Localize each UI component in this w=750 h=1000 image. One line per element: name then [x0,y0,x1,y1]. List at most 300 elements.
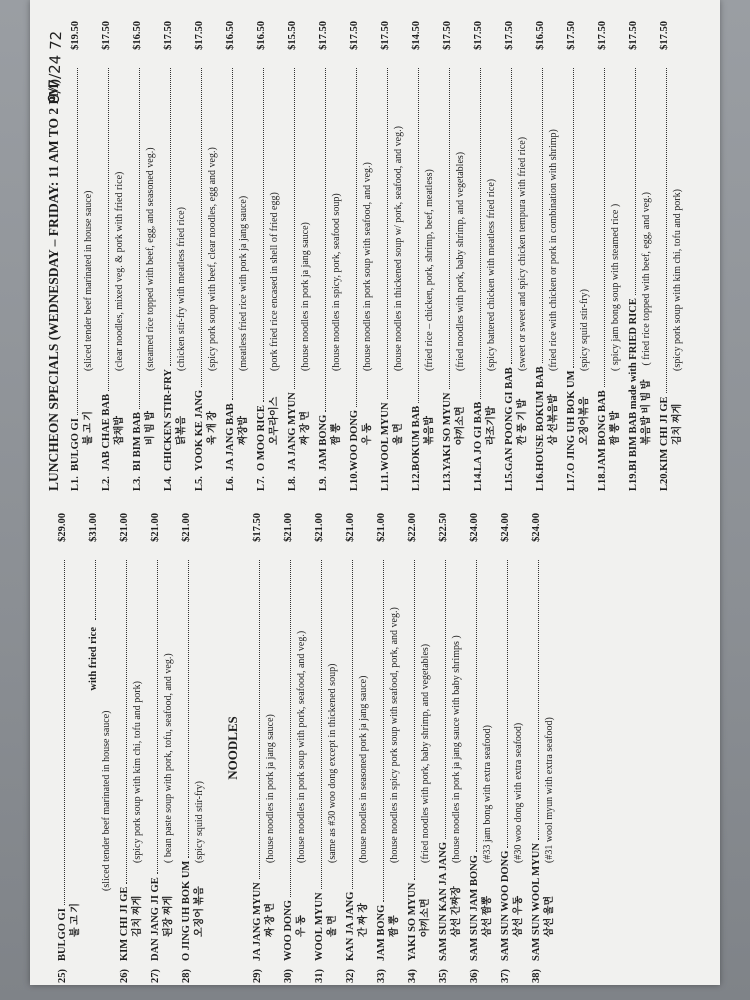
item-name: YOOK KE JANG [194,389,205,471]
item-name: JA JANG MYUN [252,882,263,961]
dot-leader [666,68,667,393]
item-price: $21.00 [314,513,325,542]
item-price: $16.50 [535,21,546,50]
item-number: L12. [411,470,422,491]
dot-leader [387,68,388,399]
noodles-list [251,513,561,983]
menu-item-line [348,21,362,491]
item-name: YAKI SO MYUN [407,882,418,961]
item-price: $17.50 [566,21,577,50]
right-column [42,21,711,491]
menu-item [534,21,560,491]
menu-item-line [255,21,269,491]
menu-item-detail [265,513,278,983]
item-number: L13. [442,470,453,491]
item-description: ( bean paste soup with pork, tofu, seafood, and veg.) [162,653,174,863]
item-number: 34) [407,969,418,983]
item-number: 29) [252,969,263,983]
item-korean-name: 울 면 [392,423,404,445]
menu-item-line [596,21,610,491]
menu-item-detail [194,513,207,983]
menu-item-detail [70,513,83,983]
item-number: 27) [150,969,161,983]
item-number: L18. [597,470,608,491]
item-price: $31.00 [88,513,99,542]
dot-leader [139,68,140,409]
menu-item [87,513,113,983]
menu-item-detail [114,21,127,491]
item-description: (#30 woo dong with extra seafood) [512,722,524,863]
item-description: (fried rice with chicken or pork in combination with shrimp) [547,129,559,371]
item-price: $24.00 [469,513,480,542]
menu-item-detail [83,21,96,491]
item-price: $17.50 [442,21,453,50]
menu-item [410,21,436,491]
menu-item-line [565,21,579,491]
dot-leader [263,68,264,402]
item-price: $21.00 [283,513,294,542]
dot-leader [511,68,512,364]
item-number: 31) [314,969,325,983]
item-korean-name: 야끼소면 [454,406,466,445]
noodles-heading: NOODLES [225,716,240,780]
item-name: JAM BONG BAB [597,390,608,471]
item-name: SAM SUN KAN JA JANG [438,841,449,961]
item-korean-name: 울 면 [326,915,338,937]
menu-item-line [131,21,145,491]
item-number: 26) [119,969,130,983]
menu-item-line [224,21,238,491]
dot-leader [383,560,384,902]
item-description: (house noodles in pork soup with seafood, and veg.) [361,162,373,371]
item-korean-name: 우 동 [295,915,307,937]
item-name: WOO DONG [283,900,294,961]
item-number: 38) [531,969,542,983]
menu-item-detail [132,513,145,983]
menu-item-line [180,513,194,983]
item-korean-name: 볶음밥 비 빔 밥 [640,379,652,445]
item-name: LA JO GI BAB [473,401,484,471]
item-korean-name: 짜 장 면 [299,411,311,445]
item-number: 36) [469,969,480,983]
item-number: L2. [101,476,112,491]
menu-item-detail [269,21,282,491]
menu-item [627,21,653,491]
item-number: L3. [132,476,143,491]
item-korean-name: 깐 풍 기 밥 [516,398,528,445]
menu-item [162,21,188,491]
item-price: $17.50 [659,21,670,50]
item-name: JAM BONG [376,904,387,961]
menu-item-detail [393,21,406,491]
item-description: (pork fried rice encased in shell of fried egg) [268,192,280,371]
menu-item [437,513,463,983]
entree-list [56,513,211,983]
menu-item-line [251,513,265,983]
menu-item [596,21,622,491]
menu-item-detail [207,21,220,491]
menu-item-line [344,513,358,983]
item-price: $24.00 [500,513,511,542]
menu-item-line [87,513,101,983]
item-korean-name: 짬 뽕 밥 [609,411,621,445]
item-name: JA JANG MYUN [287,392,298,471]
dot-leader [449,68,450,389]
item-price: $24.00 [531,513,542,542]
item-price: $17.50 [504,21,515,50]
item-description: (spicy pork soup with beef, clear noodles, egg and veg.) [206,147,218,371]
item-number: L1. [70,476,81,491]
dot-leader [573,68,574,368]
menu-item-detail [610,21,623,491]
menu-item-detail [296,513,309,983]
menu-item [251,513,277,983]
menu-item-detail [101,513,114,983]
item-name: O JING UH BOK UM [181,860,192,961]
item-description: (spicy battered chicken with meatless fried rice) [485,178,497,371]
menu-item-line [118,513,132,983]
item-number: L16. [535,470,546,491]
menu-item-line [162,21,176,491]
menu-item-detail [455,21,468,491]
item-number: 33) [376,969,387,983]
dot-leader [259,560,260,879]
menu-item-line [313,513,327,983]
item-name: KIM CHI JI GE [659,396,670,471]
item-description: (fried noodles with pork, baby shrimp, and vegetables) [419,643,431,863]
menu-item-detail [641,21,654,491]
menu-item-line [472,21,486,491]
item-description: (spicy squid stir-fry) [578,288,590,371]
menu-item [282,513,308,983]
menu-item [180,513,206,983]
dot-leader [325,68,326,412]
menu-item [118,513,144,983]
item-description: (spicy squid stir-fry) [193,780,205,863]
menu-item-detail [517,21,530,491]
item-number: 32) [345,969,356,983]
dot-leader [321,560,322,889]
item-number: 30) [283,969,294,983]
item-korean-name: 삼선 울면 [543,895,555,937]
item-description: ( spicy jam bong soup with steamed rice ) [609,203,621,371]
menu-item-detail [145,21,158,491]
item-description: (spicy pork soup with kim chi, tofu and pork) [671,189,683,371]
menu-item [499,513,525,983]
luncheon-list [69,21,689,491]
item-name: JAM BONG [318,414,329,471]
menu-item-line [406,513,420,983]
item-price: $21.00 [119,513,130,542]
menu-item-line [69,21,83,491]
item-description: (sweet or sweet and spicy chicken tempura with fried rice) [516,136,528,371]
item-description: (spicy pork soup with kim chi, tofu and pork) [131,681,143,863]
item-korean-name: 짜 장 면 [264,903,276,937]
menu-item-line [379,21,393,491]
item-number: L4. [163,476,174,491]
item-name: SAM SUN WOOL MYUN [531,843,542,961]
item-price: $21.00 [181,513,192,542]
item-price: $17.50 [252,513,263,542]
item-description: ( fried rice topped with beef, egg, and veg.) [640,191,652,366]
menu-item [286,21,312,491]
item-price: $17.50 [380,21,391,50]
dot-leader [635,68,636,295]
menu-item-detail [163,513,176,983]
item-name: O JING UH BOK UM [566,370,577,471]
item-korean-name: 삼선 우동 [512,895,524,937]
menu-item-detail [486,21,499,491]
item-korean-name: 짬 뽕 [330,423,342,445]
menu-item-line [499,513,513,983]
item-number: 35) [438,969,449,983]
menu-item [565,21,591,491]
menu-item [379,21,405,491]
menu-item-line [149,513,163,983]
item-name: DAN JANG JI GE [150,877,161,961]
menu-item-detail [482,513,495,983]
menu-item-detail [327,513,340,983]
menu-item-detail [300,21,313,491]
item-description: (house noodles in thickened soup w/ pork, seafood, and veg.) [392,126,404,371]
item-description: (house noodles in spicy pork soup with seafood, pork, and veg.) [388,607,400,863]
luncheon-specials-heading: LUNCHEON SPECIALS (WEDNESDAY – FRIDAY: 11 AM TO 2 PM) [46,79,61,491]
item-price: $21.00 [376,513,387,542]
item-description: (house noodles in seasoned pork ja jang sauce) [357,675,369,863]
menu-item [441,21,467,491]
item-korean-name: 비 빔 밥 [144,411,156,445]
dot-leader [170,68,171,366]
item-price: $17.50 [194,21,205,50]
menu-item-line [193,21,207,491]
menu-item [348,21,374,491]
item-price: $15.50 [287,21,298,50]
item-name: GAN POONG GI BAB [504,367,515,471]
item-description: (clear noodles, mixed veg. & pork with fried rice) [113,171,125,371]
item-name: JA JANG BAB [225,403,236,471]
item-name: SAM SUN WOO DONG [500,850,511,961]
item-korean-name: 라조기밥 [485,406,497,445]
item-description: (same as #30 woo dong except in thickened soup) [326,663,338,863]
dot-leader [542,68,543,363]
menu-item [317,21,343,491]
item-price: $22.50 [438,513,449,542]
handwritten-note: 9/7/24 72 [44,30,66,104]
dot-leader [95,560,96,620]
menu-item [255,21,281,491]
item-korean-name: 삼선 간짜장 [450,886,462,937]
dot-leader [352,560,353,889]
item-description: (fried rice – chicken, pork, shrimp, beef, meatless) [423,169,435,371]
menu-item-detail [362,21,375,491]
dot-leader [201,68,202,387]
menu-item-line [441,21,455,491]
menu-item-line [286,21,300,491]
item-description: (sliced tender beef marinated in house sauce) [82,190,94,371]
item-korean-name: 짬 뽕 [388,915,400,937]
item-korean-name: 오징어볶음 [578,396,590,445]
menu-item-detail [513,513,526,983]
item-korean-name: 육 개 장 [206,411,218,445]
item-korean-name: 닭볶음 [175,416,187,445]
item-price: $16.50 [132,21,143,50]
item-description: (sliced tender beef marinated in house sauce) [100,710,112,891]
item-name: WOO DONG [349,409,360,471]
item-price: $17.50 [101,21,112,50]
menu-item-detail [672,21,685,491]
menu-item-line [375,513,389,983]
menu-item-line [627,21,641,491]
menu-item-line [530,513,544,983]
item-korean-name: 삼 선볶음밥 [547,394,559,445]
menu-item-line [100,21,114,491]
item-price: $29.00 [57,513,68,542]
dot-leader [126,560,127,884]
dot-leader [414,560,415,880]
item-price: $17.50 [349,21,360,50]
item-description: (#33 jam bong with extra seafood) [481,724,493,863]
item-korean-name: 김치 찌게 [671,403,683,445]
item-number: L10. [349,470,360,491]
dot-leader [77,68,78,415]
menu-item [69,21,95,491]
item-number: L8. [287,476,298,491]
item-korean-name: 짜장밥 [237,416,249,445]
item-korean-name: 삼선 짬뽕 [481,895,493,937]
dot-leader [64,560,65,905]
dot-leader [476,560,477,852]
item-name: WOOL MYUN [380,402,391,471]
item-description: (#31 wool myun with extra seafood) [543,717,555,863]
dot-leader [480,68,481,399]
item-description: (house noodles in spicy, pork, seafood soup) [330,193,342,371]
menu-item [530,513,556,983]
item-number: L5. [194,476,205,491]
item-description: (house noodles in pork ja jang sauce) [299,222,311,371]
menu-item [468,513,494,983]
dot-leader [507,560,508,848]
menu-item-detail [420,513,433,983]
item-price: $16.50 [256,21,267,50]
item-number: L17. [566,470,577,491]
menu-item-detail [331,21,344,491]
item-description: (house noodles in pork ja jang sauce with baby shrimps ) [450,635,462,863]
menu-item [344,513,370,983]
item-name: BOKUM BAB [411,405,422,471]
item-price: $21.00 [345,513,356,542]
item-korean-name: 오무라이스 [268,396,280,445]
item-name: WOOL MYUN [314,892,325,961]
item-number: L20. [659,470,670,491]
menu-item-line [468,513,482,983]
item-name: BULGO GI [57,908,68,961]
menu-item [472,21,498,491]
menu-item [131,21,157,491]
item-korean-name: 우 동 [361,423,373,445]
item-korean-name: 된장 찌게 [162,895,174,937]
item-price: $19.50 [70,21,81,50]
item-price: $16.50 [225,21,236,50]
menu-item-line [503,21,517,491]
menu-item-line [56,513,70,983]
item-name: HOUSE BOKUM BAB [535,366,546,471]
menu-item-detail [424,21,437,491]
dot-leader [445,560,446,839]
item-description: (house noodles in pork soup with pork, seafood, and veg.) [295,630,307,863]
menu-item [503,21,529,491]
menu-paper [30,0,720,985]
menu-item-detail [176,21,189,491]
item-number: L15. [504,470,515,491]
menu-item-line [534,21,548,491]
dot-leader [108,68,109,391]
item-name: O MOO RICE [256,405,267,471]
menu-item-detail [389,513,402,983]
menu-item [193,21,219,491]
item-price: $22.00 [407,513,418,542]
menu-item [375,513,401,983]
item-korean-name: 볶음밥 [423,416,435,445]
menu-item-line [437,513,451,983]
item-korean-name: 불 고 기 [69,903,81,937]
item-number: L6. [225,476,236,491]
menu-item [100,21,126,491]
item-name: BI BIM BAB [132,412,143,471]
item-korean-name: 김치 찌게 [131,895,143,937]
menu-item [224,21,250,491]
item-name: KAN JA JANG [345,891,356,961]
item-name: SAM SUN JAM BONG [469,855,480,961]
item-name: JAB CHAE BAB [101,393,112,471]
menu-item-line [317,21,331,491]
menu-item-detail [579,21,592,491]
rotated-menu-content [42,18,707,983]
menu-item-detail [238,21,251,491]
menu-item-line [410,21,424,491]
item-korean-name: 불 고 기 [82,411,94,445]
item-description: (house noodles in pork ja jang sauce) [264,714,276,863]
menu-item-detail [451,513,464,983]
item-number: 37) [500,969,511,983]
menu-item [149,513,175,983]
item-price: $17.50 [473,21,484,50]
item-name: BI BIM BAB made with FRIED RICE [628,298,639,471]
item-name: YAKI SO MYUN [442,392,453,471]
item-description: (chicken stir-fry with meatless fried rice) [175,207,187,371]
menu-item-detail [358,513,371,983]
left-column [42,513,721,983]
item-number: 28) [181,969,192,983]
item-korean-name: 잡채밥 [113,416,125,445]
dot-leader [538,560,539,840]
item-number: L14. [473,470,484,491]
item-description: (fried noodles with pork, baby shrimp, and vegetables) [454,151,466,371]
menu-item-detail [548,21,561,491]
item-name: BULGO GI [70,418,81,471]
menu-item [313,513,339,983]
menu-item-line [282,513,296,983]
dot-leader [290,560,291,897]
item-price: $17.50 [318,21,329,50]
menu-item [658,21,684,491]
item-price: $17.50 [597,21,608,50]
menu-item [56,513,82,983]
menu-item [406,513,432,983]
dot-leader [418,68,419,403]
item-price: $14.50 [411,21,422,50]
dot-leader [294,68,295,389]
item-price: $17.50 [628,21,639,50]
